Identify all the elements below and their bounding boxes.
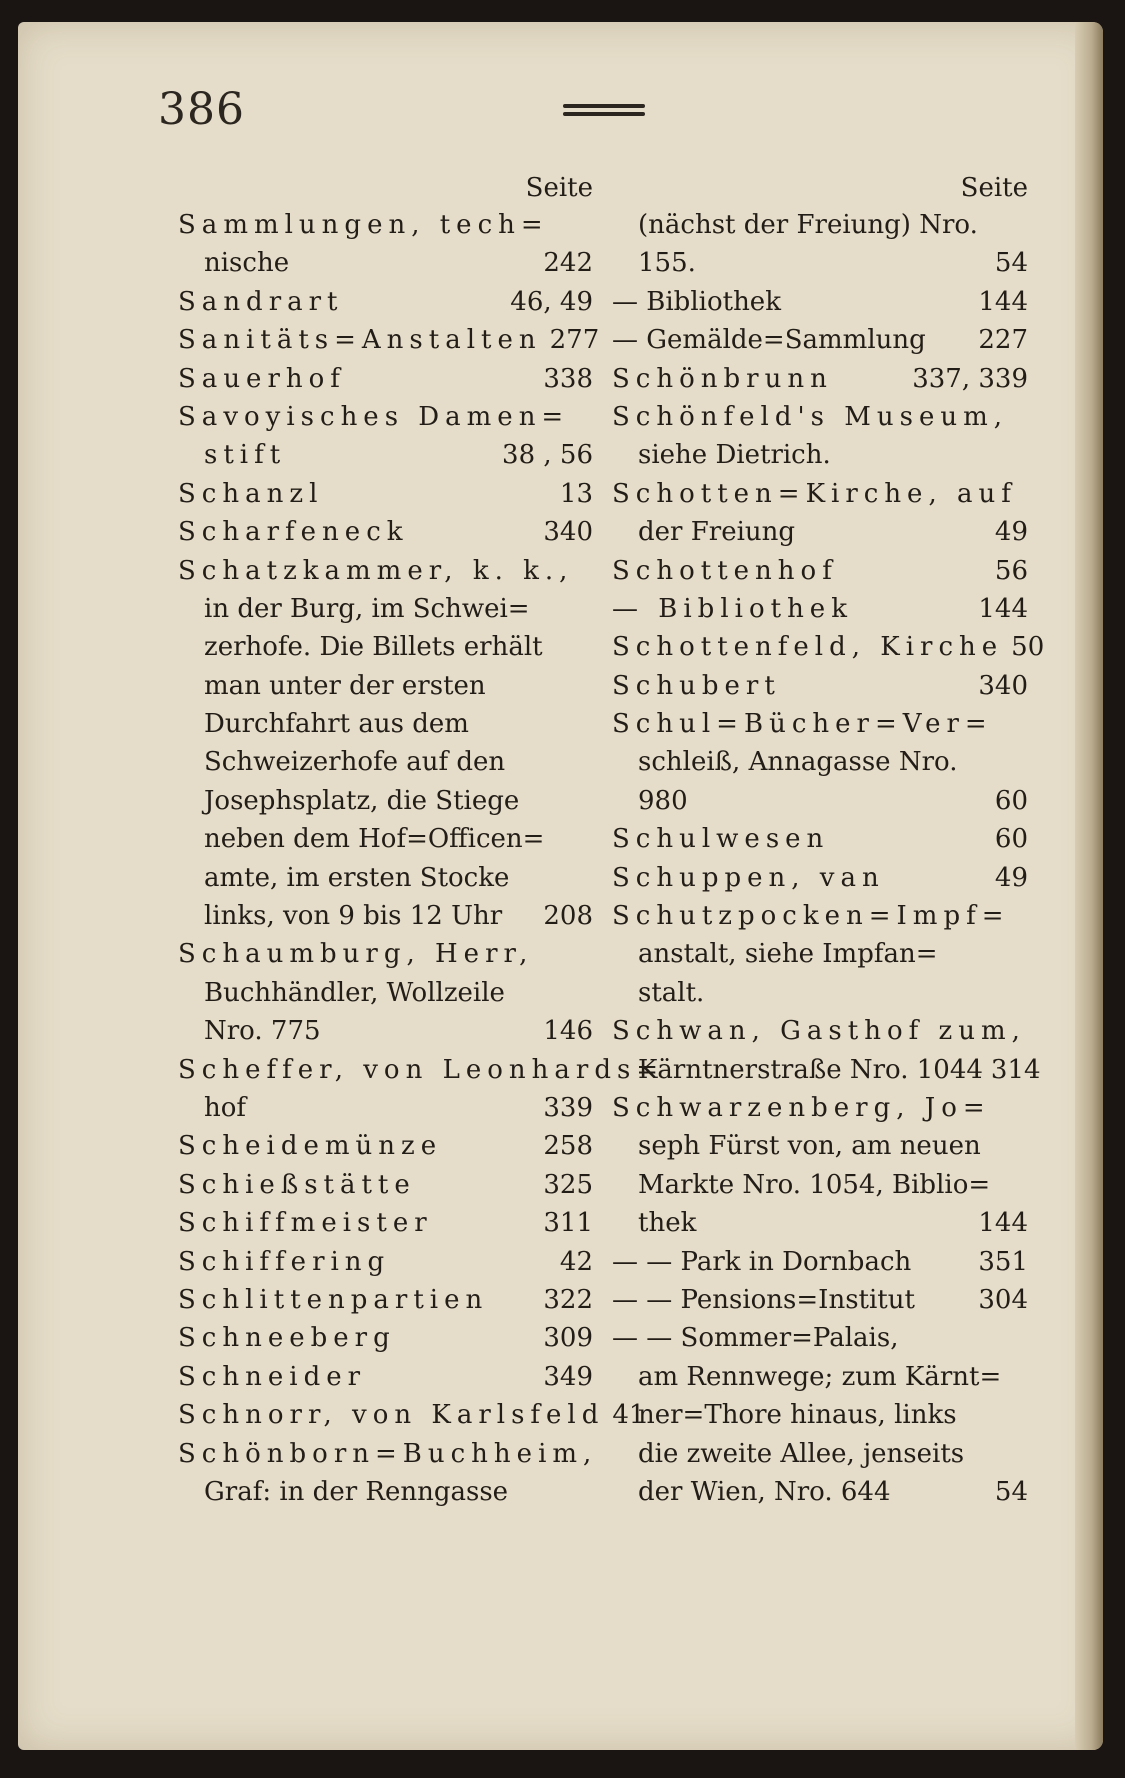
entry-text: — — Pensions=Institut bbox=[612, 1284, 915, 1315]
index-entry bbox=[178, 628, 593, 666]
index-entry bbox=[612, 1435, 1028, 1473]
index-entry bbox=[178, 974, 593, 1012]
index-entry bbox=[612, 1319, 1028, 1357]
entry-page-ref: 41 bbox=[612, 1400, 646, 1431]
entry-text: — Bibliothek bbox=[612, 286, 781, 317]
entry-text: Schuppen, van bbox=[612, 862, 885, 893]
entry-text: man unter der ersten bbox=[204, 670, 486, 701]
index-entry bbox=[612, 1396, 1028, 1434]
index-entry bbox=[178, 436, 593, 474]
entry-page-ref: 38 , 56 bbox=[502, 440, 593, 471]
entry-text: — Gemälde=Sammlung bbox=[612, 325, 926, 356]
index-entry bbox=[178, 667, 593, 705]
entry-text: der Wien, Nro. 644 bbox=[638, 1476, 891, 1507]
index-entry bbox=[178, 705, 593, 743]
index-entry bbox=[612, 1473, 1028, 1511]
entry-text: nische bbox=[204, 248, 290, 279]
index-entry bbox=[178, 1319, 593, 1357]
entry-page-ref: 56 bbox=[994, 555, 1028, 586]
entry-text: Scheffer, von Leonhards= bbox=[178, 1054, 665, 1085]
index-entry bbox=[612, 244, 1028, 282]
index-entry bbox=[612, 1281, 1028, 1319]
entry-text: Scharfeneck bbox=[178, 517, 409, 548]
index-entry bbox=[612, 283, 1028, 321]
entry-text: Markte Nro. 1054, Biblio= bbox=[638, 1169, 991, 1200]
entry-text: Schneeberg bbox=[178, 1323, 396, 1354]
entry-text: Schottenhof bbox=[612, 555, 838, 586]
index-entry bbox=[612, 743, 1028, 781]
index-entry bbox=[612, 667, 1028, 705]
index-entry bbox=[178, 321, 600, 359]
index-entry bbox=[612, 935, 1028, 973]
entry-page-ref: 13 bbox=[559, 478, 593, 509]
index-entry bbox=[178, 782, 593, 820]
entry-page-ref: 144 bbox=[978, 286, 1028, 317]
entry-page-ref: 337, 339 bbox=[912, 363, 1028, 394]
entry-text: Schaumburg, Herr, bbox=[178, 939, 534, 970]
entry-page-ref: 144 bbox=[978, 1208, 1028, 1239]
index-entry bbox=[178, 1435, 598, 1473]
entry-page-ref: 46, 49 bbox=[510, 286, 593, 317]
index-entry bbox=[178, 360, 593, 398]
column-header: Seite bbox=[525, 173, 593, 203]
entry-text: Nro. 775 bbox=[204, 1016, 321, 1047]
entry-text: seph Fürst von, am neuen bbox=[638, 1131, 981, 1162]
entry-text: thek bbox=[638, 1208, 697, 1239]
entry-text: ner=Thore hinaus, links bbox=[638, 1400, 957, 1431]
entry-page-ref: 146 bbox=[543, 1016, 593, 1047]
index-entry bbox=[612, 513, 1028, 551]
entry-page-ref: 304 bbox=[978, 1284, 1028, 1315]
entry-text: Schnorr, von Karlsfeld bbox=[178, 1400, 605, 1431]
entry-text: Schubert bbox=[612, 670, 781, 701]
index-entry bbox=[178, 398, 593, 436]
entry-page-ref: 54 bbox=[994, 1476, 1028, 1507]
index-entry bbox=[612, 360, 1028, 398]
entry-text: siehe Dietrich. bbox=[638, 440, 831, 471]
entry-text: 155. bbox=[638, 248, 696, 279]
index-entry bbox=[178, 1204, 593, 1242]
entry-page-ref: 49 bbox=[994, 517, 1028, 548]
column-header: Seite bbox=[960, 173, 1028, 203]
entry-page-ref: 60 bbox=[994, 824, 1028, 855]
entry-text: Schiffering bbox=[178, 1246, 391, 1277]
entry-text: Scheidemünze bbox=[178, 1131, 443, 1162]
entry-text: Sandrart bbox=[178, 286, 344, 317]
index-entry bbox=[178, 1051, 665, 1089]
entry-text: die zweite Allee, jenseits bbox=[638, 1438, 965, 1469]
entry-text: Schneider bbox=[178, 1361, 367, 1392]
index-entry bbox=[612, 1127, 1028, 1165]
entry-text: — — Park in Dornbach bbox=[612, 1246, 912, 1277]
index-entry bbox=[178, 1358, 593, 1396]
index-entry bbox=[612, 628, 1045, 666]
index-entry bbox=[612, 552, 1028, 590]
index-entry bbox=[178, 1166, 593, 1204]
index-entry bbox=[178, 283, 593, 321]
index-entry bbox=[178, 1012, 593, 1050]
index-entry bbox=[612, 1166, 1028, 1204]
index-entry bbox=[612, 820, 1028, 858]
entry-text: Sanitäts=Anstalten bbox=[178, 325, 542, 356]
entry-text: Schlittenpartien bbox=[178, 1284, 489, 1315]
entry-page-ref: 258 bbox=[543, 1131, 593, 1162]
entry-page-ref: 339 bbox=[543, 1092, 593, 1123]
entry-text: schleiß, Annagasse Nro. bbox=[638, 747, 958, 778]
entry-page-ref: 349 bbox=[543, 1361, 593, 1392]
index-entry bbox=[612, 1051, 1041, 1089]
entry-text: Schiffmeister bbox=[178, 1208, 433, 1239]
entry-page-ref: 309 bbox=[543, 1323, 593, 1354]
entry-text: Sauerhof bbox=[178, 363, 346, 394]
entry-text: Graf: in der Renngasse bbox=[204, 1476, 509, 1507]
entry-text: Kärntnerstraße Nro. 1044 bbox=[638, 1054, 983, 1085]
entry-page-ref: 227 bbox=[978, 325, 1028, 356]
page-number: 386 bbox=[158, 84, 245, 135]
index-entry bbox=[178, 475, 593, 513]
entry-text: Schießstätte bbox=[178, 1169, 416, 1200]
index-entry bbox=[178, 743, 593, 781]
entry-page-ref: 54 bbox=[994, 248, 1028, 279]
entry-page-ref: 277 bbox=[549, 325, 600, 356]
index-entry bbox=[178, 513, 593, 551]
index-entry bbox=[178, 552, 593, 590]
entry-text: Schutzpocken=Impf= bbox=[612, 901, 1010, 932]
entry-text: Josephsplatz, die Stiege bbox=[204, 785, 520, 816]
index-entry bbox=[178, 1473, 593, 1511]
entry-page-ref: 322 bbox=[543, 1284, 593, 1315]
entry-page-ref: 208 bbox=[543, 901, 593, 932]
index-entry bbox=[612, 1012, 1028, 1050]
entry-page-ref: 50 bbox=[1011, 632, 1045, 663]
entry-page-ref: 338 bbox=[543, 363, 593, 394]
index-entry bbox=[178, 1127, 593, 1165]
index-entry bbox=[612, 590, 1028, 628]
entry-page-ref: 242 bbox=[543, 248, 593, 279]
entry-text: Schotten=Kirche, auf bbox=[612, 478, 1017, 509]
entry-page-ref: 325 bbox=[543, 1169, 593, 1200]
index-entry bbox=[178, 897, 593, 935]
entry-text: neben dem Hof=Officen= bbox=[204, 824, 545, 855]
entry-page-ref: 49 bbox=[994, 862, 1028, 893]
index-entry bbox=[612, 782, 1028, 820]
page-edge bbox=[1075, 22, 1103, 1750]
index-entry bbox=[612, 206, 1028, 244]
index-entry bbox=[178, 1243, 593, 1281]
entry-text: stalt. bbox=[638, 977, 705, 1008]
entry-text: zerhofe. Die Billets erhält bbox=[204, 632, 543, 663]
index-entry bbox=[612, 1243, 1028, 1281]
index-entry bbox=[178, 206, 593, 244]
index-entry bbox=[612, 321, 1028, 359]
index-entry bbox=[612, 897, 1028, 935]
header-ornament bbox=[563, 104, 645, 120]
index-entry bbox=[178, 1089, 593, 1127]
entry-text: — Bibliothek bbox=[612, 593, 853, 624]
index-entry bbox=[612, 1204, 1028, 1242]
entry-text: 980 bbox=[638, 785, 688, 816]
entry-text: Schönbrunn bbox=[612, 363, 833, 394]
entry-page-ref: 340 bbox=[543, 517, 593, 548]
index-list-right bbox=[612, 206, 1045, 1511]
index-entry bbox=[612, 974, 1028, 1012]
entry-page-ref: 311 bbox=[543, 1208, 593, 1239]
entry-page-ref: 314 bbox=[990, 1054, 1041, 1085]
entry-text: Schwarzenberg, Jo= bbox=[612, 1092, 991, 1123]
entry-text: Buchhändler, Wollzeile bbox=[204, 977, 505, 1008]
entry-text: — — Sommer=Palais, bbox=[612, 1323, 899, 1354]
entry-text: Schönborn=Buchheim, bbox=[178, 1438, 598, 1469]
index-entry bbox=[612, 475, 1028, 513]
index-entry bbox=[178, 590, 593, 628]
entry-text: links, von 9 bis 12 Uhr bbox=[204, 901, 503, 932]
entry-text: amte, im ersten Stocke bbox=[204, 862, 510, 893]
entry-text: anstalt, siehe Impfan= bbox=[638, 939, 938, 970]
index-entry bbox=[178, 820, 593, 858]
index-entry bbox=[178, 935, 593, 973]
index-entry bbox=[612, 705, 1028, 743]
index-column-right bbox=[612, 170, 1045, 1511]
entry-text: in der Burg, im Schwei= bbox=[204, 593, 530, 624]
entry-text: Durchfahrt aus dem bbox=[204, 709, 469, 740]
entry-text: Schatzkammer, k. k., bbox=[178, 555, 574, 586]
index-entry bbox=[178, 1396, 646, 1434]
index-entry bbox=[612, 436, 1028, 474]
index-entry bbox=[612, 1358, 1028, 1396]
index-entry bbox=[612, 1089, 1028, 1127]
entry-text: Schanzl bbox=[178, 478, 324, 509]
entry-text: Schwan, Gasthof zum, bbox=[612, 1016, 1026, 1047]
index-entry bbox=[178, 244, 593, 282]
entry-page-ref: 144 bbox=[978, 593, 1028, 624]
index-entry bbox=[178, 859, 593, 897]
entry-text: hof bbox=[204, 1092, 247, 1123]
entry-text: Savoyisches Damen= bbox=[178, 401, 570, 432]
entry-text: der Freiung bbox=[638, 517, 796, 548]
entry-text: Schönfeld's Museum, bbox=[612, 401, 1009, 432]
entry-page-ref: 351 bbox=[978, 1246, 1028, 1277]
book-page bbox=[18, 22, 1103, 1750]
index-entry bbox=[178, 1281, 593, 1319]
entry-text: (nächst der Freiung) Nro. bbox=[638, 210, 978, 240]
entry-text: Schottenfeld, Kirche bbox=[612, 632, 1004, 663]
entry-text: Schweizerhofe auf den bbox=[204, 747, 506, 778]
entry-text: Schul=Bücher=Ver= bbox=[612, 709, 993, 740]
entry-text: am Rennwege; zum Kärnt= bbox=[638, 1361, 1002, 1392]
entry-text: Schulwesen bbox=[612, 824, 830, 855]
index-entry bbox=[612, 398, 1028, 436]
entry-text: stift bbox=[204, 440, 287, 471]
entry-page-ref: 42 bbox=[559, 1246, 593, 1277]
entry-text: Sammlungen, tech= bbox=[178, 210, 549, 240]
entry-page-ref: 340 bbox=[978, 670, 1028, 701]
entry-page-ref: 60 bbox=[994, 785, 1028, 816]
index-entry bbox=[612, 859, 1028, 897]
